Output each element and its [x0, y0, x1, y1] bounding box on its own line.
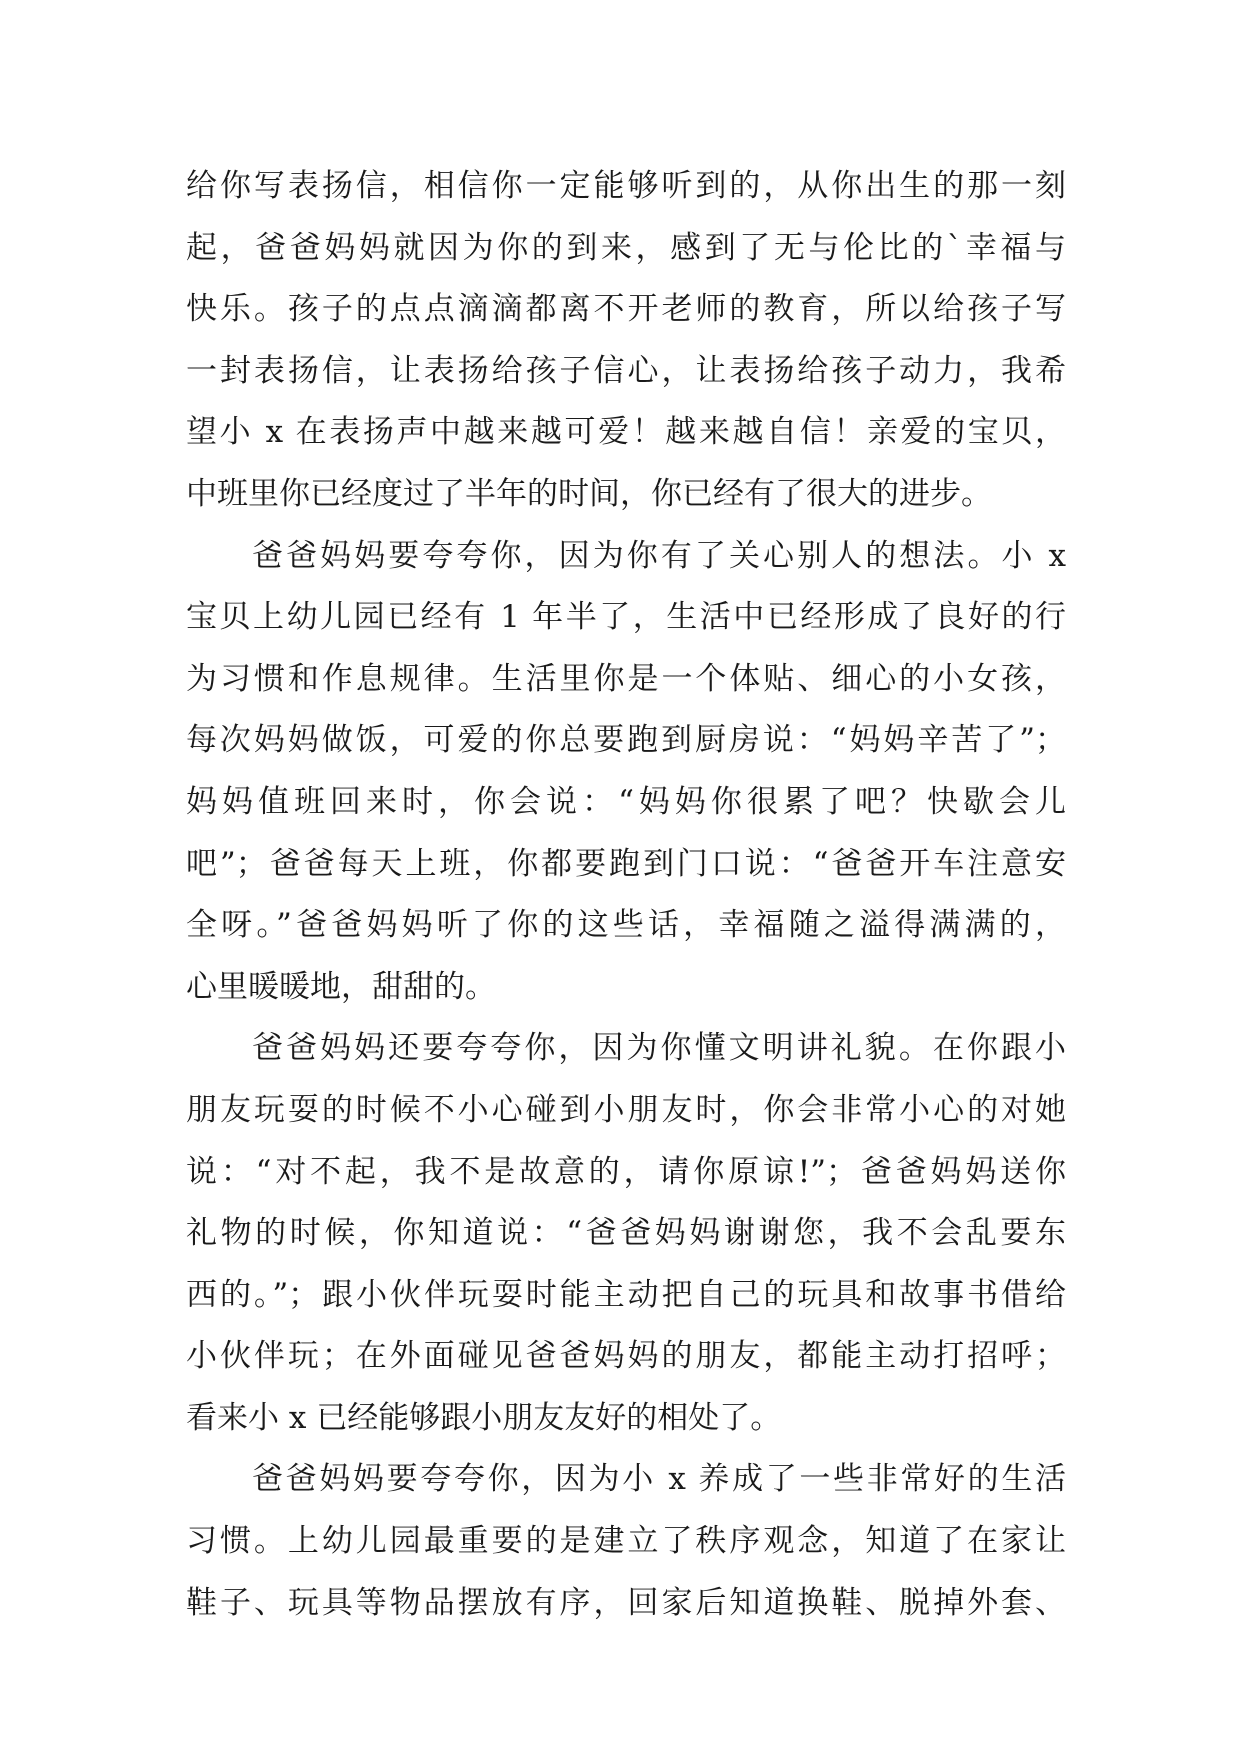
text-line: 快乐。孩子的点点滴滴都离不开老师的教育，所以给孩子写 — [186, 291, 1066, 328]
text-line: 吧”；爸爸每天上班，你都要跑到门口说：“爸爸开车注意安 — [186, 845, 1066, 882]
text-line: 为习惯和作息规律。生活里你是一个体贴、细心的小女孩， — [186, 660, 1066, 697]
letter-body — [186, 156, 1066, 1634]
text-line: 望小 x 在表扬声中越来越可爱！越来越自信！亲爱的宝贝， — [186, 414, 1066, 451]
text-line: 每次妈妈做饭，可爱的你总要跑到厨房说：“妈妈辛苦了”； — [186, 722, 1066, 759]
text-line: 给你写表扬信，相信你一定能够听到的，从你出生的那一刻 — [186, 168, 1066, 204]
text-line: 礼物的时候，你知道说：“爸爸妈妈谢谢您，我不会乱要东 — [186, 1215, 1066, 1252]
text-line: 一封表扬信，让表扬给孩子信心，让表扬给孩子动力，我希 — [186, 352, 1066, 389]
text-line: 小伙伴玩；在外面碰见爸爸妈妈的朋友，都能主动打招呼； — [186, 1338, 1066, 1375]
text-line: 爸爸妈妈要夸夸你，因为小 x 养成了一些非常好的生活 — [252, 1461, 1066, 1498]
text-line: 全呀。”爸爸妈妈听了你的这些话，幸福随之溢得满满的， — [186, 907, 1066, 944]
text-line: 说：“对不起，我不是故意的，请你原谅!”；爸爸妈妈送你 — [186, 1153, 1066, 1190]
text-line: 爸爸妈妈要夸夸你，因为你有了关心别人的想法。小 x — [252, 537, 1066, 574]
text-line: 朋友玩耍的时候不小心碰到小朋友时，你会非常小心的对她 — [186, 1091, 1066, 1128]
text-line: 看来小 x 已经能够跟小朋友友好的相处了。 — [186, 1399, 782, 1436]
text-line: 鞋子、玩具等物品摆放有序，回家后知道换鞋、脱掉外套、 — [186, 1584, 1066, 1621]
text-line: 西的。”；跟小伙伴玩耍时能主动把自己的玩具和故事书借给 — [186, 1276, 1066, 1313]
text-line: 起，爸爸妈妈就因为你的到来，感到了无与伦比的`幸福与 — [186, 229, 1066, 266]
text-line: 爸爸妈妈还要夸夸你，因为你懂文明讲礼貌。在你跟小 — [252, 1030, 1066, 1067]
text-line: 宝贝上幼儿园已经有 1 年半了，生活中已经形成了良好的行 — [186, 599, 1066, 636]
text-line: 中班里你已经度过了半年的时间，你已经有了很大的进步。 — [186, 475, 992, 512]
text-line: 心里暖暖地，甜甜的。 — [186, 968, 496, 1005]
text-line: 妈妈值班回来时，你会说：“妈妈你很累了吧？快歇会儿 — [186, 783, 1066, 820]
text-line: 习惯。上幼儿园最重要的是建立了秩序观念，知道了在家让 — [186, 1523, 1066, 1560]
